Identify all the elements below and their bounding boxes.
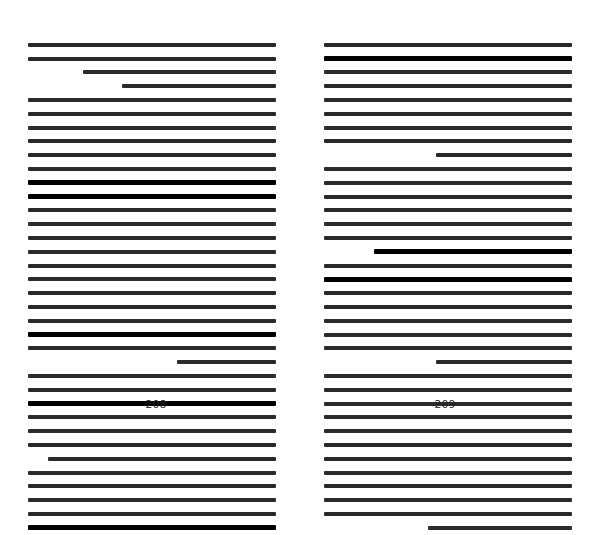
- text-line: [324, 273, 572, 287]
- illegible-text-line: [28, 222, 276, 226]
- illegible-text-line: [28, 153, 276, 157]
- text-line: [28, 66, 276, 80]
- illegible-text-line: [177, 360, 276, 364]
- text-line: [28, 424, 276, 438]
- illegible-text-line: [28, 208, 276, 212]
- text-line: [324, 162, 572, 176]
- text-line: [28, 507, 276, 521]
- text-line: [28, 328, 276, 342]
- illegible-text-line: [436, 360, 572, 364]
- illegible-text-line: [28, 57, 276, 61]
- illegible-text-line: [324, 319, 572, 323]
- illegible-text-line: [122, 84, 276, 88]
- text-line: [324, 204, 572, 218]
- illegible-text-line: [28, 264, 276, 268]
- text-line: [28, 342, 276, 356]
- text-line: [324, 38, 572, 52]
- text-line: [324, 466, 572, 480]
- right-page-text-block: [324, 38, 572, 535]
- text-line: [28, 135, 276, 149]
- text-line: [324, 121, 572, 135]
- left-page-text-block: [28, 38, 276, 535]
- illegible-text-line: [28, 498, 276, 502]
- illegible-text-line: [324, 415, 572, 419]
- illegible-text-line: [28, 374, 276, 378]
- right-page-number: 209: [434, 398, 456, 411]
- text-line: [324, 231, 572, 245]
- text-line: [324, 217, 572, 231]
- illegible-text-line: [324, 498, 572, 502]
- text-line: [28, 452, 276, 466]
- illegible-text-line: [436, 153, 572, 157]
- text-line: [28, 245, 276, 259]
- text-line: [324, 507, 572, 521]
- text-line: [324, 66, 572, 80]
- illegible-text-line: [324, 457, 572, 461]
- illegible-text-line: [428, 526, 572, 530]
- text-line: [28, 438, 276, 452]
- illegible-text-line: [48, 457, 276, 461]
- right-page: [300, 0, 600, 424]
- illegible-text-line: [324, 484, 572, 488]
- text-line: [28, 190, 276, 204]
- text-line: [324, 383, 572, 397]
- text-line: [28, 121, 276, 135]
- text-line: [324, 190, 572, 204]
- illegible-text-line: [324, 388, 572, 392]
- illegible-text-line: [28, 305, 276, 309]
- illegible-text-line: [324, 195, 572, 199]
- illegible-text-line: [28, 415, 276, 419]
- text-line: [28, 107, 276, 121]
- illegible-text-line: [324, 222, 572, 226]
- text-line: [28, 355, 276, 369]
- illegible-text-line: [28, 429, 276, 433]
- text-line: [28, 176, 276, 190]
- illegible-text-line: [374, 249, 572, 254]
- text-line: [28, 383, 276, 397]
- text-line: [324, 286, 572, 300]
- illegible-text-line: [324, 208, 572, 212]
- illegible-text-line: [28, 291, 276, 295]
- text-line: [28, 286, 276, 300]
- illegible-text-line: [28, 443, 276, 447]
- text-line: [28, 79, 276, 93]
- illegible-text-line: [324, 264, 572, 268]
- text-line: [28, 162, 276, 176]
- illegible-text-line: [28, 484, 276, 488]
- illegible-text-line: [324, 374, 572, 378]
- text-line: [324, 314, 572, 328]
- text-line: [28, 300, 276, 314]
- illegible-text-line: [28, 112, 276, 116]
- text-line: [324, 176, 572, 190]
- illegible-text-line: [324, 167, 572, 171]
- text-line: [324, 438, 572, 452]
- text-line: [28, 314, 276, 328]
- text-line: [28, 480, 276, 494]
- illegible-text-line: [28, 98, 276, 102]
- text-line: [324, 493, 572, 507]
- illegible-text-line: [324, 333, 572, 337]
- illegible-text-line: [324, 346, 572, 350]
- text-line: [324, 424, 572, 438]
- text-line: [28, 521, 276, 535]
- text-line: [28, 411, 276, 425]
- left-page: [0, 0, 300, 424]
- illegible-text-line: [28, 167, 276, 171]
- illegible-text-line: [28, 388, 276, 392]
- illegible-text-line: [324, 236, 572, 240]
- illegible-text-line: [324, 70, 572, 74]
- illegible-text-line: [28, 43, 276, 47]
- illegible-text-line: [324, 181, 572, 185]
- illegible-text-line: [83, 70, 276, 74]
- illegible-text-line: [28, 332, 276, 337]
- text-line: [28, 466, 276, 480]
- illegible-text-line: [324, 429, 572, 433]
- illegible-text-line: [28, 236, 276, 240]
- illegible-text-line: [28, 471, 276, 475]
- text-line: [324, 93, 572, 107]
- text-line: [28, 369, 276, 383]
- text-line: [324, 452, 572, 466]
- illegible-text-line: [28, 139, 276, 143]
- illegible-text-line: [28, 346, 276, 350]
- illegible-text-line: [324, 98, 572, 102]
- illegible-text-line: [324, 139, 572, 143]
- text-line: [324, 52, 572, 66]
- text-line: [324, 355, 572, 369]
- illegible-text-line: [324, 305, 572, 309]
- text-line: [324, 245, 572, 259]
- text-line: [324, 300, 572, 314]
- text-line: [28, 93, 276, 107]
- text-line: [28, 204, 276, 218]
- text-line: [28, 52, 276, 66]
- text-line: [28, 231, 276, 245]
- illegible-text-line: [324, 471, 572, 475]
- text-line: [324, 328, 572, 342]
- text-line: [28, 217, 276, 231]
- text-line: [324, 369, 572, 383]
- illegible-text-line: [324, 56, 572, 61]
- text-line: [324, 411, 572, 425]
- illegible-text-line: [28, 126, 276, 130]
- text-line: [28, 273, 276, 287]
- text-line: [324, 79, 572, 93]
- illegible-text-line: [324, 443, 572, 447]
- illegible-text-line: [324, 112, 572, 116]
- text-line: [28, 38, 276, 52]
- illegible-text-line: [324, 126, 572, 130]
- illegible-text-line: [324, 277, 572, 282]
- text-line: [324, 135, 572, 149]
- text-line: [28, 148, 276, 162]
- text-line: [28, 493, 276, 507]
- illegible-text-line: [28, 525, 276, 530]
- illegible-text-line: [28, 194, 276, 199]
- text-line: [28, 259, 276, 273]
- illegible-text-line: [324, 291, 572, 295]
- illegible-text-line: [28, 180, 276, 185]
- text-line: [324, 480, 572, 494]
- illegible-text-line: [324, 84, 572, 88]
- illegible-text-line: [324, 43, 572, 47]
- illegible-text-line: [28, 512, 276, 516]
- text-line: [324, 259, 572, 273]
- illegible-text-line: [28, 277, 276, 281]
- text-line: [324, 148, 572, 162]
- illegible-text-line: [28, 250, 276, 254]
- illegible-text-line: [28, 319, 276, 323]
- text-line: [324, 521, 572, 535]
- illegible-text-line: [324, 512, 572, 516]
- left-page-number: 208: [145, 398, 167, 411]
- text-line: [324, 342, 572, 356]
- text-line: [324, 107, 572, 121]
